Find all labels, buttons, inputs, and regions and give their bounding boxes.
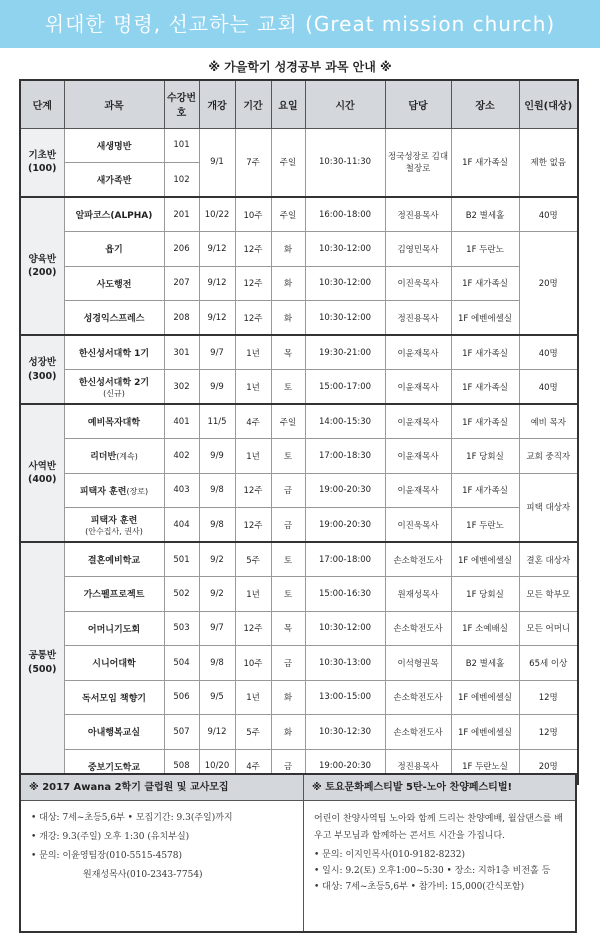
group-label bbox=[20, 404, 64, 542]
course-place: 1F 두란노 bbox=[451, 508, 519, 543]
course-teacher: 손소학전도사 bbox=[385, 680, 451, 715]
col-header-period: 기간 bbox=[235, 80, 271, 128]
course-place: 1F 당회실 bbox=[451, 577, 519, 612]
course-period: 10주 bbox=[235, 197, 271, 232]
course-name-cell bbox=[64, 508, 164, 543]
course-name: 새가족반 bbox=[64, 163, 164, 198]
course-start: 9/2 bbox=[199, 577, 235, 612]
course-start: 9/7 bbox=[199, 611, 235, 646]
course-place: 1F 새가족실 bbox=[451, 335, 519, 370]
course-period: 12주 bbox=[235, 611, 271, 646]
group-code: (100) bbox=[27, 163, 57, 175]
course-capacity: 40명 bbox=[519, 197, 578, 232]
course-day: 화 bbox=[271, 301, 305, 336]
col-header-day: 요일 bbox=[271, 80, 305, 128]
course-code: 402 bbox=[164, 439, 199, 474]
table-row bbox=[20, 715, 578, 750]
festival-details bbox=[304, 847, 575, 895]
course-code: 302 bbox=[164, 370, 199, 405]
course-schedule-table bbox=[19, 79, 579, 785]
col-header-group: 단계 bbox=[20, 80, 64, 128]
course-place: B2 별세홀 bbox=[451, 646, 519, 681]
table-row bbox=[20, 128, 578, 163]
table-row bbox=[20, 370, 578, 405]
course-place: 1F 에벤에셀실 bbox=[451, 301, 519, 336]
course-day: 토 bbox=[271, 542, 305, 577]
course-day: 주일 bbox=[271, 197, 305, 232]
table-row bbox=[20, 542, 578, 577]
course-code: 301 bbox=[164, 335, 199, 370]
awana-start: • 개강: 9.3(주일) 오후 1:30 (유치부실) bbox=[31, 832, 190, 842]
course-time: 10:30-13:00 bbox=[305, 646, 385, 681]
course-time: 10:30-12:00 bbox=[305, 266, 385, 301]
col-header-code: 수강번호 bbox=[164, 80, 199, 128]
course-day: 금 bbox=[271, 646, 305, 681]
course-name: 피택자 훈련 bbox=[79, 486, 127, 497]
course-time: 10:30-12:30 bbox=[305, 715, 385, 750]
course-teacher: 정국성장로 김대철장로 bbox=[385, 128, 451, 197]
table-row bbox=[20, 508, 578, 543]
table-header-row bbox=[20, 80, 578, 128]
course-note: (신규) bbox=[103, 388, 125, 398]
course-day: 주일 bbox=[271, 128, 305, 197]
course-name: 알파코스(ALPHA) bbox=[64, 197, 164, 232]
course-place: B2 별세홀 bbox=[451, 197, 519, 232]
course-code: 508 bbox=[164, 749, 199, 784]
course-name-cell bbox=[64, 370, 164, 405]
course-teacher: 이윤재목사 bbox=[385, 473, 451, 508]
festival-schedule: • 일시: 9.2(토) 오후1:00~5:30 • 장소: 지하1층 비전홀 등 bbox=[314, 866, 551, 876]
course-day: 목 bbox=[271, 335, 305, 370]
awana-details bbox=[21, 801, 303, 885]
course-time: 19:30-21:00 bbox=[305, 335, 385, 370]
course-name: 새생명반 bbox=[64, 128, 164, 163]
course-period: 5주 bbox=[235, 715, 271, 750]
awana-section bbox=[21, 775, 304, 931]
course-place: 1F 새가족실 bbox=[451, 473, 519, 508]
table-row bbox=[20, 197, 578, 232]
course-period: 1년 bbox=[235, 439, 271, 474]
course-period: 4주 bbox=[235, 749, 271, 784]
course-day: 화 bbox=[271, 232, 305, 267]
course-start: 9/5 bbox=[199, 680, 235, 715]
course-capacity: 모든 어머니 bbox=[519, 611, 578, 646]
course-place: 1F 에벤에셀실 bbox=[451, 680, 519, 715]
course-time: 10:30-12:00 bbox=[305, 301, 385, 336]
course-capacity: 40명 bbox=[519, 335, 578, 370]
banner-title: 위대한 명령, 선교하는 교회 (Great mission church) bbox=[44, 12, 556, 36]
course-time: 17:00-18:00 bbox=[305, 542, 385, 577]
course-time: 19:00-20:30 bbox=[305, 508, 385, 543]
course-code: 206 bbox=[164, 232, 199, 267]
course-teacher: 이진욱목사 bbox=[385, 266, 451, 301]
course-code: 101 bbox=[164, 128, 199, 163]
course-time: 10:30-12:00 bbox=[305, 611, 385, 646]
festival-section bbox=[304, 775, 575, 931]
table-row bbox=[20, 232, 578, 267]
course-name: 아내행복교실 bbox=[64, 715, 164, 750]
course-place: 1F 당회실 bbox=[451, 439, 519, 474]
course-name-cell bbox=[64, 473, 164, 508]
course-capacity: 12명 bbox=[519, 680, 578, 715]
course-start: 10/20 bbox=[199, 749, 235, 784]
course-code: 501 bbox=[164, 542, 199, 577]
awana-title: ※ 2017 Awana 2학기 클럽원 및 교사모집 bbox=[21, 775, 303, 801]
course-name: 가스펠프로젝트 bbox=[64, 577, 164, 612]
course-name: 성경익스프레스 bbox=[64, 301, 164, 336]
course-teacher: 손소학전도사 bbox=[385, 715, 451, 750]
festival-intro: 어린이 찬양사역팀 노아와 함께 드리는 찬양예배, 월삽댄스를 배우고 부모님과 함께하는 콘서트 시간을 가집니다. bbox=[314, 814, 563, 841]
header-banner bbox=[0, 0, 600, 48]
course-code: 502 bbox=[164, 577, 199, 612]
course-period: 1년 bbox=[235, 577, 271, 612]
course-name: 한신성서대학 1기 bbox=[64, 335, 164, 370]
course-start: 9/8 bbox=[199, 473, 235, 508]
group-code: (200) bbox=[27, 267, 57, 278]
course-code: 201 bbox=[164, 197, 199, 232]
course-capacity: 모든 학부모 bbox=[519, 577, 578, 612]
course-period: 12주 bbox=[235, 266, 271, 301]
course-teacher: 정진용목사 bbox=[385, 197, 451, 232]
course-place: 1F 에벤에셀실 bbox=[451, 542, 519, 577]
col-header-course: 과목 bbox=[64, 80, 164, 128]
course-capacity: 제한 없음 bbox=[519, 128, 578, 197]
course-name: 독서모임 책향기 bbox=[64, 680, 164, 715]
col-header-teacher: 담당 bbox=[385, 80, 451, 128]
course-code: 207 bbox=[164, 266, 199, 301]
course-note: (장로) bbox=[126, 486, 149, 496]
course-code: 208 bbox=[164, 301, 199, 336]
course-start: 9/1 bbox=[199, 128, 235, 197]
course-note: (안수집사, 권사) bbox=[85, 526, 143, 536]
course-name: 결혼예비학교 bbox=[64, 542, 164, 577]
table-row bbox=[20, 577, 578, 612]
course-name: 예비목자대학 bbox=[64, 404, 164, 439]
course-name: 어머니기도회 bbox=[64, 611, 164, 646]
festival-target: • 대상: 7세~초등5,6부 • 참가비: 15,000(간식포함) bbox=[314, 882, 525, 892]
group-name: 공통반 bbox=[28, 650, 57, 662]
course-teacher: 이윤재목사 bbox=[385, 370, 451, 405]
awana-contact-2: 원재성목사(010-2343-7754) bbox=[83, 870, 203, 880]
course-teacher: 이윤재목사 bbox=[385, 439, 451, 474]
course-name-cell bbox=[64, 439, 164, 474]
course-time: 14:00-15:30 bbox=[305, 404, 385, 439]
group-name: 사역반 bbox=[28, 460, 57, 472]
group-label bbox=[20, 128, 64, 197]
col-header-time: 시간 bbox=[305, 80, 385, 128]
course-code: 403 bbox=[164, 473, 199, 508]
col-header-capacity: 인원(대상) bbox=[519, 80, 578, 128]
group-name: 기초반 bbox=[28, 149, 57, 161]
course-time: 15:00-16:30 bbox=[305, 577, 385, 612]
course-capacity: 피택 대상자 bbox=[519, 473, 578, 542]
course-period: 4주 bbox=[235, 404, 271, 439]
table-row bbox=[20, 473, 578, 508]
course-place: 1F 새가족실 bbox=[451, 266, 519, 301]
course-time: 15:00-17:00 bbox=[305, 370, 385, 405]
course-period: 10주 bbox=[235, 646, 271, 681]
course-time: 19:00-20:30 bbox=[305, 473, 385, 508]
course-day: 화 bbox=[271, 715, 305, 750]
course-period: 1년 bbox=[235, 680, 271, 715]
course-capacity: 12명 bbox=[519, 715, 578, 750]
course-start: 9/8 bbox=[199, 508, 235, 543]
course-start: 11/5 bbox=[199, 404, 235, 439]
course-name: 리더반 bbox=[90, 452, 117, 463]
announcements-box bbox=[19, 773, 577, 933]
course-code: 503 bbox=[164, 611, 199, 646]
course-teacher: 손소학전도사 bbox=[385, 542, 451, 577]
course-period: 5주 bbox=[235, 542, 271, 577]
course-code: 507 bbox=[164, 715, 199, 750]
course-notice-title: ※ 가을학기 성경공부 과목 안내 ※ bbox=[208, 60, 392, 74]
course-day: 화 bbox=[271, 680, 305, 715]
course-place: 1F 새가족실 bbox=[451, 128, 519, 197]
course-code: 102 bbox=[164, 163, 199, 198]
col-header-start: 개강 bbox=[199, 80, 235, 128]
table-row bbox=[20, 404, 578, 439]
table-row bbox=[20, 335, 578, 370]
course-day: 금 bbox=[271, 508, 305, 543]
course-day: 토 bbox=[271, 370, 305, 405]
group-label bbox=[20, 335, 64, 404]
course-start: 9/12 bbox=[199, 266, 235, 301]
course-place: 1F 두란노실 bbox=[451, 749, 519, 784]
course-name: 중보기도학교 bbox=[64, 749, 164, 784]
course-day: 토 bbox=[271, 577, 305, 612]
course-start: 9/12 bbox=[199, 715, 235, 750]
course-period: 1년 bbox=[235, 370, 271, 405]
course-teacher: 이진욱목사 bbox=[385, 508, 451, 543]
course-capacity: 20명 bbox=[519, 232, 578, 336]
course-period: 12주 bbox=[235, 232, 271, 267]
course-day: 금 bbox=[271, 749, 305, 784]
awana-target: • 대상: 7세~초등5,6부 • 모집기간: 9.3(주일)까지 bbox=[31, 813, 233, 823]
course-name: 한신성서대학 2기 bbox=[78, 377, 150, 388]
course-capacity: 결혼 대상자 bbox=[519, 542, 578, 577]
course-day: 화 bbox=[271, 266, 305, 301]
course-teacher: 이윤재목사 bbox=[385, 404, 451, 439]
course-period: 1년 bbox=[235, 335, 271, 370]
course-place: 1F 두란노 bbox=[451, 232, 519, 267]
course-time: 16:00-18:00 bbox=[305, 197, 385, 232]
table-row bbox=[20, 646, 578, 681]
group-code: (400) bbox=[27, 474, 57, 485]
course-place: 1F 새가족실 bbox=[451, 370, 519, 405]
course-teacher: 원재성목사 bbox=[385, 577, 451, 612]
course-period: 12주 bbox=[235, 473, 271, 508]
group-code: (300) bbox=[27, 370, 57, 382]
course-code: 504 bbox=[164, 646, 199, 681]
course-code: 401 bbox=[164, 404, 199, 439]
course-teacher: 정진용목사 bbox=[385, 749, 451, 784]
table-row bbox=[20, 266, 578, 301]
course-name: 시니어대학 bbox=[64, 646, 164, 681]
course-capacity: 65세 이상 bbox=[519, 646, 578, 681]
group-label bbox=[20, 197, 64, 335]
course-time: 13:00-15:00 bbox=[305, 680, 385, 715]
festival-contact: • 문의: 이지인목사(010-9182-8232) bbox=[314, 850, 466, 860]
course-start: 9/12 bbox=[199, 301, 235, 336]
group-code: (500) bbox=[27, 663, 57, 675]
course-day: 금 bbox=[271, 473, 305, 508]
course-place: 1F 소예배실 bbox=[451, 611, 519, 646]
course-code: 404 bbox=[164, 508, 199, 543]
group-label bbox=[20, 542, 64, 784]
course-teacher: 정진용목사 bbox=[385, 301, 451, 336]
course-note: (계속) bbox=[116, 452, 138, 462]
col-header-place: 장소 bbox=[451, 80, 519, 128]
group-name: 성장반 bbox=[28, 357, 57, 369]
group-name: 양육반 bbox=[28, 253, 57, 265]
course-place: 1F 새가족실 bbox=[451, 404, 519, 439]
course-name: 피택자 훈련 bbox=[90, 515, 138, 526]
course-capacity: 40명 bbox=[519, 370, 578, 405]
course-teacher: 이윤재목사 bbox=[385, 335, 451, 370]
course-start: 9/8 bbox=[199, 646, 235, 681]
festival-title: ※ 토요문화페스티발 5탄-노아 찬양페스티벌! bbox=[304, 775, 575, 801]
course-time: 10:30-11:30 bbox=[305, 128, 385, 197]
course-period: 7주 bbox=[235, 128, 271, 197]
course-start: 9/7 bbox=[199, 335, 235, 370]
course-name: 사도행전 bbox=[64, 266, 164, 301]
course-day: 토 bbox=[271, 439, 305, 474]
course-day: 주일 bbox=[271, 404, 305, 439]
course-capacity: 교회 중직자 bbox=[519, 439, 578, 474]
course-teacher: 김영민목사 bbox=[385, 232, 451, 267]
course-capacity: 예비 목자 bbox=[519, 404, 578, 439]
course-teacher: 손소학전도사 bbox=[385, 611, 451, 646]
course-start: 10/22 bbox=[199, 197, 235, 232]
table-row bbox=[20, 301, 578, 336]
table-row bbox=[20, 439, 578, 474]
table-row bbox=[20, 680, 578, 715]
course-place: 1F 에벤에셀실 bbox=[451, 715, 519, 750]
course-code: 506 bbox=[164, 680, 199, 715]
table-row bbox=[20, 611, 578, 646]
course-start: 9/9 bbox=[199, 370, 235, 405]
course-start: 9/2 bbox=[199, 542, 235, 577]
course-time: 19:00-20:30 bbox=[305, 749, 385, 784]
course-capacity: 20명 bbox=[519, 749, 578, 784]
course-time: 10:30-12:00 bbox=[305, 232, 385, 267]
awana-contact: • 문의: 이윤영팀장(010-5515-4578) bbox=[31, 851, 183, 861]
course-day: 목 bbox=[271, 611, 305, 646]
course-name: 욥기 bbox=[64, 232, 164, 267]
course-teacher: 이석형권목 bbox=[385, 646, 451, 681]
course-time: 17:00-18:30 bbox=[305, 439, 385, 474]
course-period: 12주 bbox=[235, 508, 271, 543]
course-start: 9/9 bbox=[199, 439, 235, 474]
course-period: 12주 bbox=[235, 301, 271, 336]
course-start: 9/12 bbox=[199, 232, 235, 267]
